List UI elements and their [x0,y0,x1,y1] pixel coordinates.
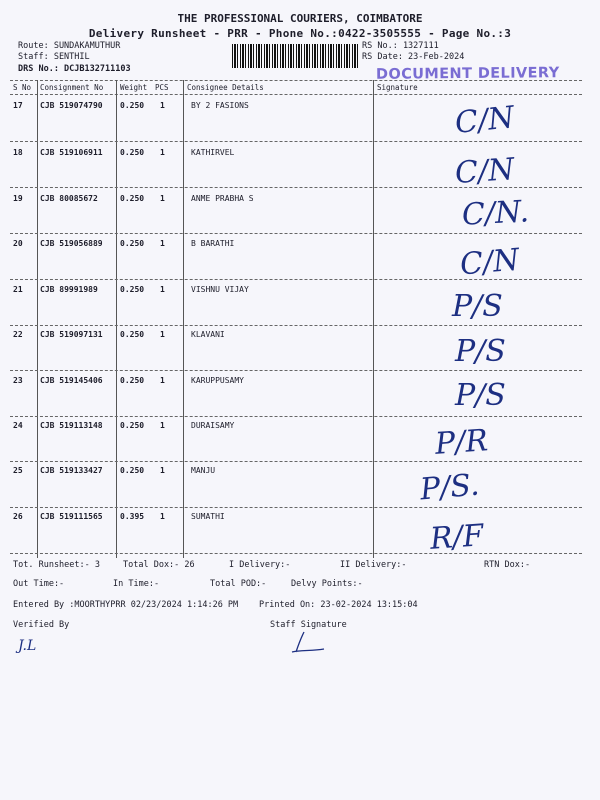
row-pcs: 1 [160,512,165,521]
in-time: In Time:- [113,579,160,589]
row-consignee: KARUPPUSAMY [191,376,244,385]
staff-signature-label: Staff Signature [270,620,347,630]
row-pcs: 1 [160,148,165,157]
total-pod: Total POD:- [210,579,267,589]
row-consignment-no: CJB 519106911 [40,148,103,157]
row-consignment-no: CJB 519074790 [40,101,103,110]
row-rule [10,325,582,326]
row-pcs: 1 [160,101,165,110]
rtn-dox: RTN Dox:- [484,560,531,570]
row-weight: 0.250 [120,148,145,157]
document-delivery-stamp: DOCUMENT DELIVERY [375,65,560,83]
row-signature: C/N [458,242,521,283]
total-runsheet: Tot. Runsheet:- 3 [13,560,100,570]
row-signature: P/R [433,423,490,462]
row-consignee: KLAVANI [191,330,225,339]
row-weight: 0.250 [120,285,145,294]
row-weight: 0.250 [120,239,145,248]
total-dox: Total Dox:- 26 [123,560,195,570]
row-consignment-no: CJB 519111565 [40,512,103,521]
row-pcs: 1 [160,194,165,203]
drs-number: DRS No.: DCJB132711103 [18,64,131,74]
row-weight: 0.250 [120,466,145,475]
row-weight: 0.395 [120,512,145,521]
row-pcs: 1 [160,421,165,430]
table-row [0,512,600,558]
row-signature: C/N [453,99,516,142]
row-consignment-no: CJB 519056889 [40,239,103,248]
entered-by: Entered By :MOORTHYPRR 02/23/2024 1:14:26 PM [13,600,239,610]
column-header-sno: S No [13,83,32,92]
row-weight: 0.250 [120,376,145,385]
row-consignment-no: CJB 80085672 [40,194,98,203]
row-weight: 0.250 [120,101,145,110]
row-consignee: B BARATHI [191,239,235,248]
row-rule [10,279,582,280]
row-rule [10,141,582,142]
delivery-points: Delvy Points:- [291,579,363,589]
row-sno: 25 [13,466,23,475]
row-sno: 18 [13,148,23,157]
row-consignment-no: CJB 519113148 [40,421,103,430]
row-weight: 0.250 [120,194,145,203]
row-sno: 21 [13,285,23,294]
row-rule [10,507,582,508]
row-consignee: DURAISAMY [191,421,235,430]
row-weight: 0.250 [120,330,145,339]
printed-on: Printed On: 23-02-2024 13:15:04 [259,600,418,610]
row-rule [10,370,582,371]
row-sno: 20 [13,239,23,248]
ii-delivery: II Delivery:- [340,560,407,570]
row-signature: P/S [455,334,506,369]
runsheet-title: Delivery Runsheet - PRR - Phone No.:0422-3505555 - Page No.:3 [88,27,512,40]
row-consignment-no: CJB 519133427 [40,466,103,475]
row-signature: C/N [453,151,516,192]
column-header-weight: Weight [120,83,148,92]
column-header-pcs: PCS [155,83,169,92]
row-consignee: MANJU [191,466,216,475]
row-consignee: KATHIRVEL [191,148,235,157]
verifier-initials: J.L [18,638,37,654]
verified-by-label: Verified By [13,620,70,630]
row-pcs: 1 [160,466,165,475]
table-header-rule [10,94,582,95]
row-consignee: SUMATHI [191,512,225,521]
staff-label: Staff: SENTHIL [18,52,90,62]
barcode [232,44,360,68]
rs-date: RS Date: 23-Feb-2024 [362,52,465,62]
row-rule [10,187,582,188]
row-pcs: 1 [160,330,165,339]
row-rule [10,233,582,234]
row-sno: 22 [13,330,23,339]
row-signature: P/S [452,289,503,324]
column-header-consignment: Consignment No [40,83,104,92]
i-delivery: I Delivery:- [229,560,291,570]
row-consignment-no: CJB 519145406 [40,376,103,385]
row-sno: 23 [13,376,23,385]
out-time: Out Time:- [13,579,65,589]
row-pcs: 1 [160,239,165,248]
row-sno: 17 [13,101,23,110]
company-title: THE PROFESSIONAL COURIERS, COIMBATORE [177,12,423,25]
row-signature: P/S. [418,467,481,508]
row-rule [10,461,582,462]
row-consignment-no: CJB 89991989 [40,285,98,294]
table-top-rule [10,80,582,81]
row-weight: 0.250 [120,421,145,430]
column-header-consignee: Consignee Details [187,83,264,92]
row-sno: 24 [13,421,23,430]
row-consignee: ANME PRABHA S [191,194,254,203]
table-bottom-rule [10,553,582,554]
rs-number: RS No.: 1327111 [362,41,439,51]
column-header-signature: Signature [377,83,418,92]
row-pcs: 1 [160,376,165,385]
row-sno: 19 [13,194,23,203]
row-signature: P/S [455,378,506,413]
row-consignee: BY 2 FASIONS [191,101,249,110]
row-rule [10,416,582,417]
row-sno: 26 [13,512,23,521]
staff-signature-scribble [290,630,330,656]
row-pcs: 1 [160,285,165,294]
row-consignee: VISHNU VIJAY [191,285,249,294]
table-row [0,466,600,512]
row-signature: C/N. [461,194,530,233]
row-signature: R/F [428,518,485,557]
route-label: Route: SUNDAKAMUTHUR [18,41,121,51]
row-consignment-no: CJB 519097131 [40,330,103,339]
